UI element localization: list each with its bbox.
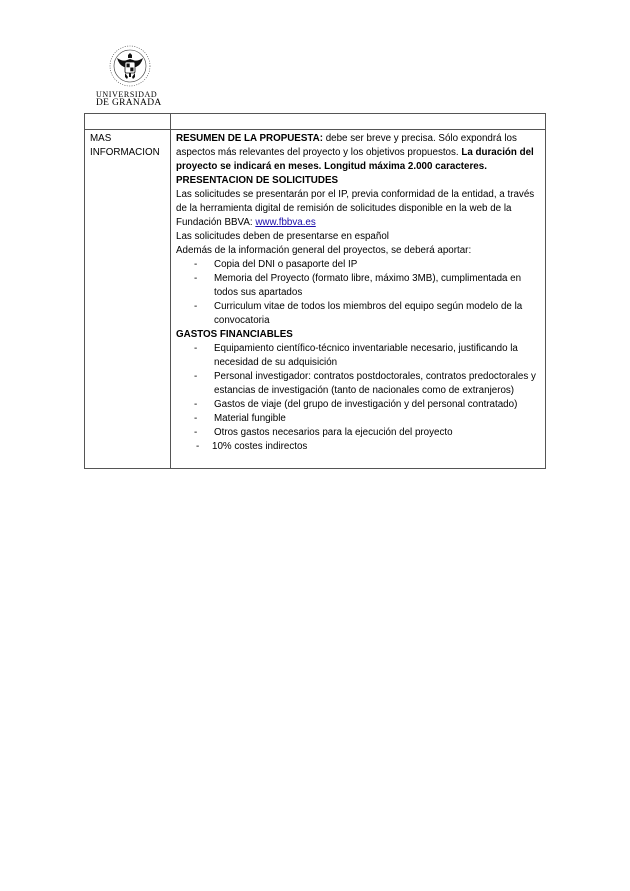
presentacion-text3: Además de la información general del proyectos, se deberá aportar:	[176, 245, 472, 256]
presentacion-heading: PRESENTACION DE SOLICITUDES	[176, 175, 339, 186]
list-item: - Otros gastos necesarios para la ejecución del proyecto	[214, 426, 540, 440]
resumen-section	[176, 132, 540, 174]
list-item: - Personal investigador: contratos postdoctorales, contratos predoctorales y estancias de investigación (tanto de nacionales como de extranjeros)	[214, 370, 540, 398]
university-name-line1: UNIVERSIDAD	[96, 90, 158, 99]
fbbva-link[interactable]: www.fbbva.es	[255, 217, 316, 228]
row-label: MAS INFORMACION	[85, 130, 171, 469]
list-item: - Equipamiento científico-técnico inventariable necesario, justificando la necesidad de su adquisición	[214, 342, 540, 370]
university-logo	[96, 44, 166, 108]
info-table	[84, 113, 546, 469]
resumen-heading: RESUMEN DE LA PROPUESTA:	[176, 133, 323, 144]
list-item: - Memoria del Proyecto (formato libre, máximo 3MB), cumplimentada en todos sus apartados	[214, 272, 540, 300]
presentacion-text1: Las solicitudes se presentarán por el IP, previa conformidad de la entidad, a través de la herramienta digital de remisión de solicitudes disponible en la web de la Fundación BBVA:	[176, 189, 535, 228]
resumen-bold-text: La duración del proyecto se indicará en meses. Longitud máxima 2.000 caracteres.	[176, 147, 534, 172]
table-row-empty	[85, 114, 546, 130]
gastos-heading: GASTOS FINANCIABLES	[176, 329, 293, 340]
empty-cell-right	[171, 114, 546, 130]
list-item: - Curriculum vitae de todos los miembros del equipo según modelo de la convocatoria	[214, 300, 540, 328]
resumen-text: debe ser breve y precisa. Sólo expondrá los aspectos más relevantes del proyecto y los objetivos propuestos.	[176, 133, 517, 158]
empty-cell-left	[85, 114, 171, 130]
list-item-text: 10% costes indirectos	[212, 441, 308, 452]
table-row-mas-informacion	[85, 130, 546, 469]
gastos-list	[176, 342, 540, 454]
presentacion-text	[176, 188, 540, 230]
list-item: - Material fungible	[214, 412, 540, 426]
presentacion-text2: Las solicitudes deben de presentarse en español	[176, 231, 389, 242]
list-item: - Copia del DNI o pasaporte del IP	[214, 258, 540, 272]
university-name	[96, 90, 166, 108]
list-item: - Gastos de viaje (del grupo de investigación y del personal contratado)	[214, 398, 540, 412]
university-name-line2: DE GRANADA	[96, 98, 162, 108]
row-content	[171, 130, 546, 469]
university-crest-icon	[103, 44, 157, 88]
list-item	[214, 440, 540, 454]
presentacion-list	[176, 258, 540, 328]
